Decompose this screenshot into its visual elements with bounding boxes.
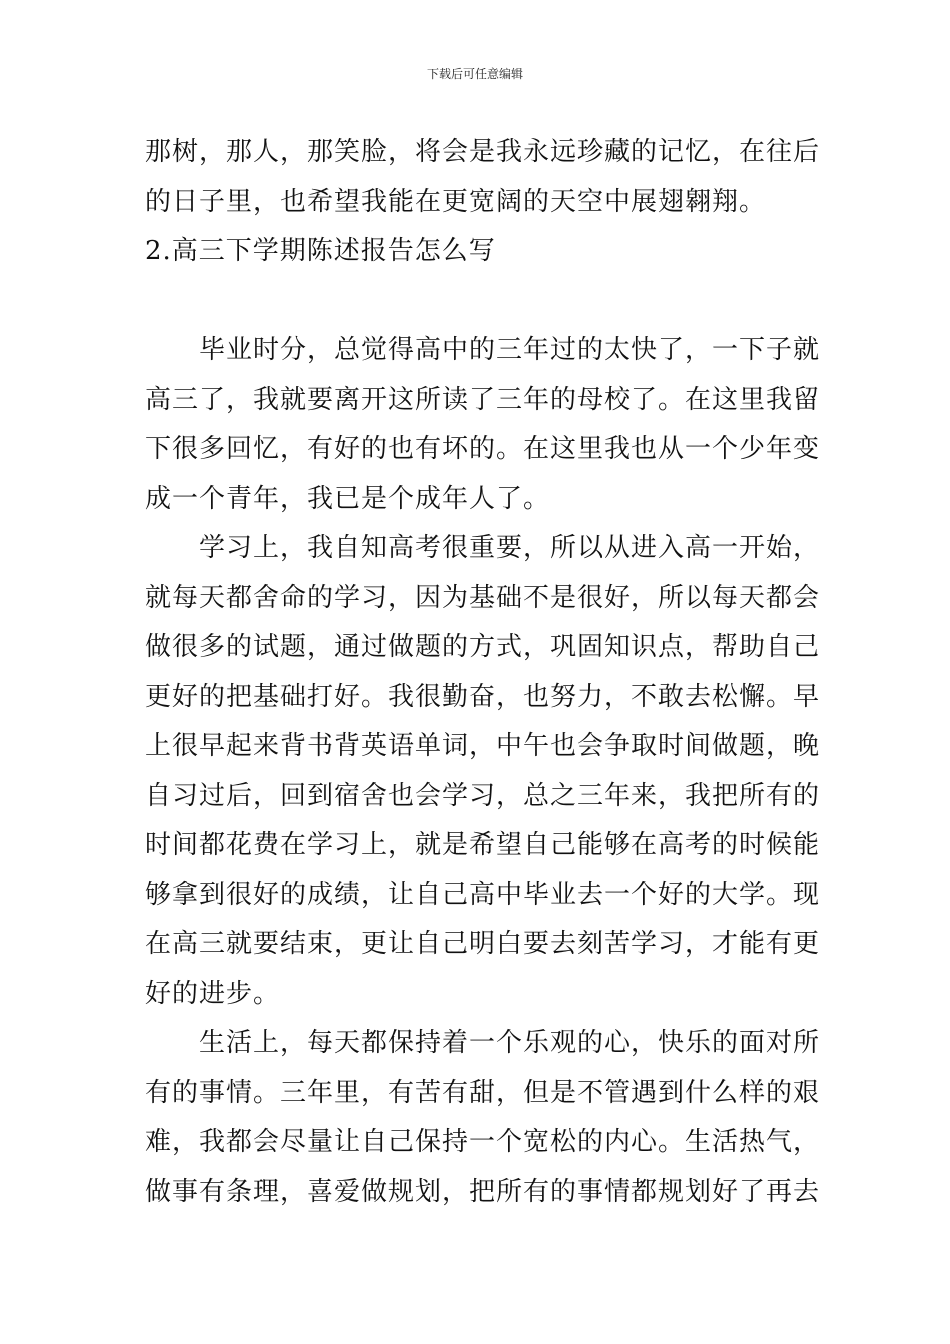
text-line: 毕业时分，总觉得高中的三年过的太快了，一下子就 xyxy=(145,335,821,365)
text-line: 成一个青年，我已是个成年人了。 xyxy=(145,483,551,514)
text-line: 学习上，我自知高考很重要，所以从进入高一开始， xyxy=(145,533,821,563)
text-line: 做很多的试题，通过做题的方式，巩固知识点，帮助自己 xyxy=(145,632,821,662)
text-line: 生活上，每天都保持着一个乐观的心，快乐的面对所 xyxy=(145,1028,821,1058)
text-line: 上很早起来背书背英语单词，中午也会争取时间做题，晚 xyxy=(145,731,821,761)
page-header-note: 下载后可任意编辑 xyxy=(426,67,523,81)
blank-line xyxy=(145,277,807,327)
text-line: 做事有条理，喜爱做规划，把所有的事情都规划好了再去 xyxy=(145,1176,821,1207)
text-line: 自习过后，回到宿舍也会学习，总之三年来，我把所有的 xyxy=(145,780,821,811)
text-line: 好的进步。 xyxy=(145,978,281,1009)
text-line: 时间都花费在学习上，就是希望自己能够在高考的时候能 xyxy=(145,830,821,860)
text-line: 够拿到很好的成绩，让自己高中毕业去一个好的大学。现 xyxy=(145,879,821,910)
text-line: 有的事情。三年里，有苦有甜，但是不管遇到什么样的艰 xyxy=(145,1077,821,1108)
document-body xyxy=(145,128,821,1217)
text-line: 那树，那人，那笑脸，将会是我永远珍藏的记忆，在往后 xyxy=(145,137,821,167)
section-heading: 2.高三下学期陈述报告怎么写 xyxy=(145,236,496,266)
text-line: 更好的把基础打好。我很勤奋，也努力，不敢去松懈。早 xyxy=(145,681,821,712)
text-line: 高三了，我就要离开这所读了三年的母校了。在这里我留 xyxy=(145,384,821,415)
text-line: 的日子里，也希望我能在更宽阔的天空中展翅翱翔。 xyxy=(145,186,767,217)
text-line: 下很多回忆，有好的也有坏的。在这里我也从一个少年变 xyxy=(145,434,821,464)
text-line: 难，我都会尽量让自己保持一个宽松的内心。生活热气， xyxy=(145,1127,821,1157)
text-line: 在高三就要结束，更让自己明白要去刻苦学习，才能有更 xyxy=(145,929,821,959)
text-line: 就每天都舍命的学习，因为基础不是很好，所以每天都会 xyxy=(145,582,821,613)
